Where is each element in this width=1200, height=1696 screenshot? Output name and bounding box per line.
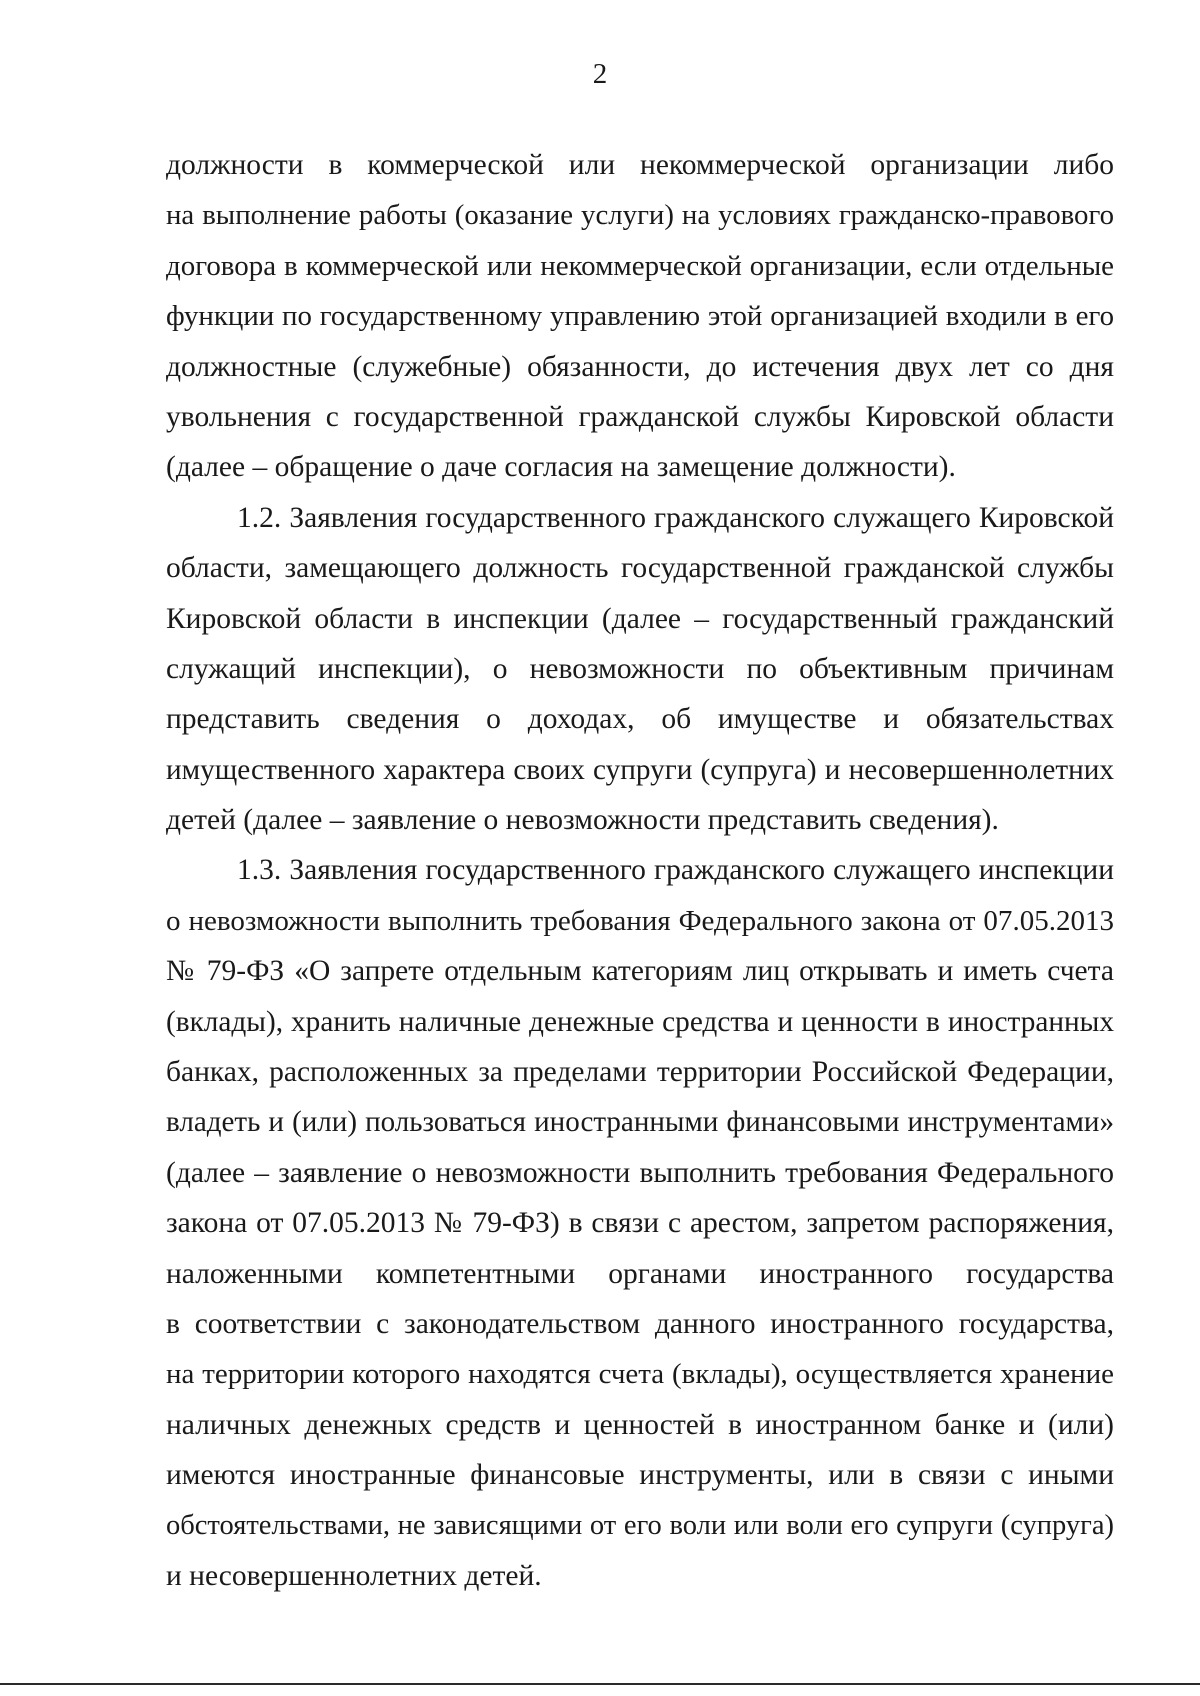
text-line: (далее – обращение о даче согласия на замещение должности). (166, 451, 956, 484)
text-line: и несовершеннолетних детей. (166, 1559, 542, 1592)
paragraph-1-2 (166, 493, 1114, 846)
text-line: обстоятельствами, не зависящими от его воли или воли его супруги (супруга) (166, 1509, 1114, 1541)
text-line: № 79-ФЗ «О запрете отдельным категориям лиц открывать и иметь счета (166, 955, 1114, 988)
text-line: банках, расположенных за пределами территории Российской Федерации, (166, 1056, 1114, 1089)
page-number: 2 (592, 58, 608, 90)
document-body (166, 140, 1114, 1601)
text-line: наличных денежных средств и ценностей в иностранном банке и (или) (166, 1408, 1114, 1441)
text-line: (далее – заявление о невозможности выполнить требования Федерального (166, 1156, 1114, 1189)
text-line: 1.3. Заявления государственного гражданского служащего инспекции (237, 854, 1114, 887)
text-line: детей (далее – заявление о невозможности представить сведения). (166, 804, 999, 837)
text-line: закона от 07.05.2013 № 79-ФЗ) в связи с арестом, запретом распоряжения, (166, 1207, 1114, 1240)
text-line: должности в коммерческой или некоммерческой организации либо (166, 149, 1114, 181)
text-line: функции по государственному управлению этой организацией входили в его (166, 300, 1114, 333)
text-line: служащий инспекции), о невозможности по объективным причинам (166, 652, 1114, 685)
text-line: (вклады), хранить наличные денежные средства и ценности в иностранных (166, 1005, 1114, 1038)
text-line: о невозможности выполнить требования Федерального закона от 07.05.2013 (166, 904, 1114, 937)
text-line: на выполнение работы (оказание услуги) на условиях гражданско-правового (166, 199, 1114, 232)
text-line: имущественного характера своих супруги (супруга) и несовершеннолетних (166, 753, 1114, 786)
text-line: 1.2. Заявления государственного гражданского служащего Кировской (237, 501, 1114, 534)
text-line: представить сведения о доходах, об имуществе и обязательствах (166, 703, 1114, 736)
text-line: в соответствии с законодательством данного иностранного государства, (166, 1307, 1114, 1340)
text-line: наложенными компетентными органами иностранного государства (166, 1257, 1114, 1290)
paragraph-1-1-continuation (166, 140, 1114, 493)
text-line: имеются иностранные финансовые инструменты, или в связи с иными (166, 1459, 1114, 1492)
text-line: Кировской области в инспекции (далее – государственный гражданский (166, 602, 1114, 635)
paragraph-1-3 (166, 845, 1114, 1601)
text-line: увольнения с государственной гражданской службы Кировской области (166, 400, 1114, 433)
text-line: области, замещающего должность государственной гражданской службы (166, 552, 1114, 585)
text-line: должностные (служебные) обязанности, до истечения двух лет со дня (166, 350, 1114, 383)
text-line: договора в коммерческой или некоммерческой организации, если отдельные (166, 249, 1114, 282)
text-line: на территории которого находятся счета (вклады), осуществляется хранение (166, 1358, 1114, 1391)
page-bottom-edge (0, 1683, 1200, 1685)
text-line: владеть и (или) пользоваться иностранными финансовыми инструментами» (166, 1106, 1114, 1139)
